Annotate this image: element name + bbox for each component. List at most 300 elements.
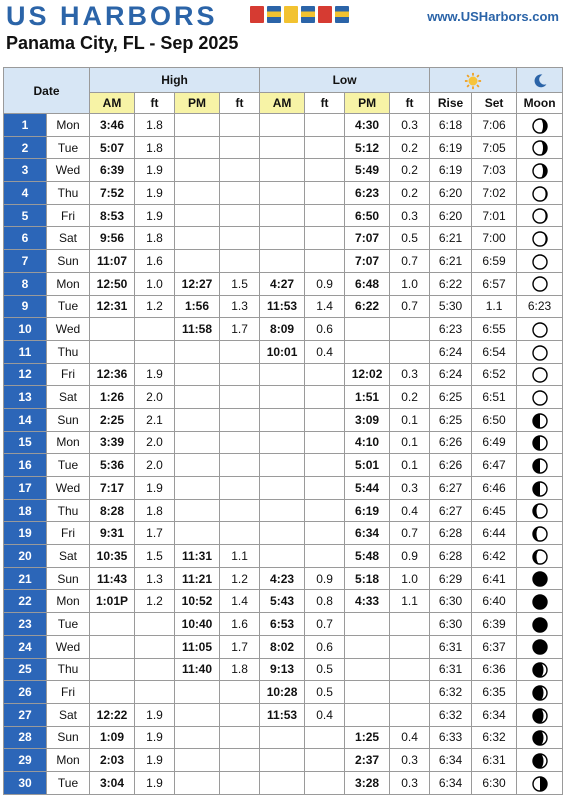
cell-set: 6:47	[472, 454, 517, 477]
table-row	[4, 635, 563, 658]
cell-h-am: 8:53	[90, 204, 135, 227]
cell-h-am: 5:36	[90, 454, 135, 477]
cell-set: 6:40	[472, 590, 517, 613]
cell-l-am-ft: 0.8	[305, 590, 345, 613]
cell-set: 6:55	[472, 318, 517, 341]
cell-set: 7:03	[472, 159, 517, 182]
cell-l-pm: 5:18	[345, 567, 390, 590]
day-number: 2	[4, 136, 47, 159]
cell-h-pm	[175, 726, 220, 749]
tide-rows	[4, 114, 563, 795]
weekday: Sat	[47, 703, 90, 726]
cell-set: 7:02	[472, 182, 517, 205]
cell-h-am-ft: 2.0	[135, 454, 175, 477]
cell-h-pm-ft	[220, 386, 260, 409]
cell-l-pm-ft: 1.0	[390, 567, 430, 590]
signal-flag-icon	[250, 6, 264, 23]
cell-l-pm: 5:49	[345, 159, 390, 182]
moon-phase-icon	[517, 613, 563, 636]
cell-l-am: 10:28	[260, 681, 305, 704]
cell-h-am	[90, 318, 135, 341]
day-number: 28	[4, 726, 47, 749]
weekday: Tue	[47, 295, 90, 318]
cell-l-pm-ft	[390, 318, 430, 341]
cell-h-am-ft: 1.5	[135, 545, 175, 568]
cell-h-pm	[175, 499, 220, 522]
cell-h-am	[90, 681, 135, 704]
day-number: 18	[4, 499, 47, 522]
day-number: 17	[4, 477, 47, 500]
cell-l-pm: 6:19	[345, 499, 390, 522]
cell-l-pm: 5:01	[345, 454, 390, 477]
cell-h-pm	[175, 771, 220, 794]
day-number: 26	[4, 681, 47, 704]
cell-l-am-ft	[305, 726, 345, 749]
cell-h-pm-ft	[220, 749, 260, 772]
cell-h-pm-ft	[220, 771, 260, 794]
cell-h-am	[90, 340, 135, 363]
cell-rise: 6:20	[430, 182, 472, 205]
cell-set: 7:06	[472, 114, 517, 137]
moon-phase-icon	[517, 340, 563, 363]
cell-l-am-ft	[305, 159, 345, 182]
cell-h-am	[90, 658, 135, 681]
header-moon: Moon	[517, 93, 563, 114]
table-row	[4, 363, 563, 386]
cell-l-pm-ft	[390, 703, 430, 726]
cell-rise: 6:22	[430, 272, 472, 295]
cell-h-am: 1:01P	[90, 590, 135, 613]
header-high-am-ft: ft	[135, 93, 175, 114]
cell-rise: 6:32	[430, 703, 472, 726]
day-number: 30	[4, 771, 47, 794]
cell-l-pm-ft: 0.9	[390, 545, 430, 568]
table-row	[4, 477, 563, 500]
cell-h-pm: 11:58	[175, 318, 220, 341]
cell-h-am	[90, 635, 135, 658]
weekday: Mon	[47, 431, 90, 454]
day-number: 19	[4, 522, 47, 545]
day-number: 3	[4, 159, 47, 182]
cell-h-pm: 11:40	[175, 658, 220, 681]
day-number: 23	[4, 613, 47, 636]
cell-h-pm-ft	[220, 431, 260, 454]
cell-h-am: 11:07	[90, 250, 135, 273]
cell-h-pm-ft: 1.7	[220, 635, 260, 658]
moon-phase-icon	[517, 204, 563, 227]
cell-h-pm: 10:40	[175, 613, 220, 636]
signal-flags-icon	[250, 6, 349, 24]
page-title: Panama City, FL - Sep 2025	[6, 33, 239, 53]
cell-set: 6:49	[472, 431, 517, 454]
cell-h-pm: 1:56	[175, 295, 220, 318]
cell-l-am-ft: 0.4	[305, 340, 345, 363]
cell-l-pm-ft: 0.3	[390, 771, 430, 794]
cell-h-am: 3:46	[90, 114, 135, 137]
cell-h-am: 12:31	[90, 295, 135, 318]
cell-h-am: 5:07	[90, 136, 135, 159]
crescent-moon-icon	[517, 68, 563, 93]
weekday: Thu	[47, 340, 90, 363]
cell-h-pm	[175, 204, 220, 227]
cell-h-am: 12:22	[90, 703, 135, 726]
cell-l-pm: 1:25	[345, 726, 390, 749]
table-row	[4, 590, 563, 613]
cell-h-am-ft: 1.2	[135, 295, 175, 318]
cell-h-pm-ft: 1.8	[220, 658, 260, 681]
cell-h-pm-ft: 1.3	[220, 295, 260, 318]
cell-l-am	[260, 204, 305, 227]
cell-h-pm-ft	[220, 477, 260, 500]
day-number: 15	[4, 431, 47, 454]
moon-phase-icon	[517, 159, 563, 182]
cell-rise: 6:26	[430, 454, 472, 477]
day-number: 14	[4, 408, 47, 431]
cell-l-pm-ft: 0.3	[390, 114, 430, 137]
cell-l-am	[260, 726, 305, 749]
cell-l-am	[260, 159, 305, 182]
moon-phase-icon	[517, 182, 563, 205]
cell-l-am: 8:02	[260, 635, 305, 658]
cell-l-pm	[345, 318, 390, 341]
weekday: Fri	[47, 363, 90, 386]
table-row	[4, 340, 563, 363]
cell-h-pm-ft	[220, 454, 260, 477]
cell-h-am-ft	[135, 613, 175, 636]
cell-l-pm: 2:37	[345, 749, 390, 772]
weekday: Sat	[47, 545, 90, 568]
cell-l-pm-ft	[390, 340, 430, 363]
cell-rise: 6:32	[430, 681, 472, 704]
cell-l-am	[260, 114, 305, 137]
cell-h-pm-ft	[220, 227, 260, 250]
day-number: 27	[4, 703, 47, 726]
moon-phase-icon	[517, 567, 563, 590]
signal-flag-icon	[335, 6, 349, 23]
cell-h-pm	[175, 522, 220, 545]
cell-l-am-ft	[305, 771, 345, 794]
day-number: 24	[4, 635, 47, 658]
table-row	[4, 114, 563, 137]
cell-h-pm: 11:21	[175, 567, 220, 590]
cell-h-am-ft: 1.9	[135, 749, 175, 772]
cell-h-pm-ft	[220, 363, 260, 386]
weekday: Fri	[47, 522, 90, 545]
cell-set: 6:30	[472, 771, 517, 794]
cell-l-am: 4:27	[260, 272, 305, 295]
cell-l-am	[260, 386, 305, 409]
table-row	[4, 771, 563, 794]
cell-l-am-ft: 0.6	[305, 318, 345, 341]
cell-l-am: 11:53	[260, 295, 305, 318]
table-row	[4, 499, 563, 522]
cell-set: 6:45	[472, 499, 517, 522]
signal-flag-icon	[267, 6, 281, 23]
cell-l-am-ft	[305, 182, 345, 205]
cell-l-am-ft	[305, 114, 345, 137]
moon-phase-icon	[517, 635, 563, 658]
cell-h-pm: 11:31	[175, 545, 220, 568]
weekday: Tue	[47, 613, 90, 636]
cell-h-am: 9:56	[90, 227, 135, 250]
cell-h-pm-ft	[220, 159, 260, 182]
cell-l-am	[260, 227, 305, 250]
table-row	[4, 703, 563, 726]
cell-h-pm-ft: 1.6	[220, 613, 260, 636]
cell-l-pm-ft: 0.2	[390, 386, 430, 409]
cell-rise: 6:19	[430, 136, 472, 159]
day-number: 16	[4, 454, 47, 477]
cell-set: 6:42	[472, 545, 517, 568]
cell-l-pm-ft: 1.0	[390, 272, 430, 295]
cell-rise: 6:28	[430, 522, 472, 545]
cell-l-pm: 6:48	[345, 272, 390, 295]
cell-h-am: 7:52	[90, 182, 135, 205]
cell-h-am-ft: 1.3	[135, 567, 175, 590]
signal-flag-icon	[318, 6, 332, 23]
header-high-pm: PM	[175, 93, 220, 114]
cell-h-pm	[175, 182, 220, 205]
cell-l-pm: 4:10	[345, 431, 390, 454]
cell-h-pm-ft	[220, 499, 260, 522]
cell-h-am-ft: 2.1	[135, 408, 175, 431]
cell-l-am-ft: 0.9	[305, 567, 345, 590]
cell-set: 6:59	[472, 250, 517, 273]
cell-h-am-ft	[135, 681, 175, 704]
moon-cell: 6:23	[517, 295, 563, 318]
cell-l-am	[260, 363, 305, 386]
cell-l-am	[260, 431, 305, 454]
cell-l-am	[260, 182, 305, 205]
cell-rise: 6:20	[430, 204, 472, 227]
cell-h-pm: 10:52	[175, 590, 220, 613]
cell-h-am: 2:03	[90, 749, 135, 772]
cell-l-pm: 4:30	[345, 114, 390, 137]
cell-l-pm-ft: 0.3	[390, 363, 430, 386]
cell-set: 6:37	[472, 635, 517, 658]
cell-h-am-ft: 1.9	[135, 159, 175, 182]
cell-l-pm-ft: 1.1	[390, 590, 430, 613]
table-row	[4, 386, 563, 409]
day-number: 7	[4, 250, 47, 273]
table-row	[4, 272, 563, 295]
weekday: Sun	[47, 250, 90, 273]
day-number: 5	[4, 204, 47, 227]
cell-h-pm	[175, 681, 220, 704]
cell-l-am	[260, 250, 305, 273]
cell-l-pm-ft	[390, 658, 430, 681]
cell-h-pm	[175, 454, 220, 477]
cell-set: 6:36	[472, 658, 517, 681]
moon-phase-icon	[517, 726, 563, 749]
cell-h-am-ft: 1.8	[135, 227, 175, 250]
weekday: Wed	[47, 318, 90, 341]
cell-rise: 6:34	[430, 749, 472, 772]
cell-h-am: 1:09	[90, 726, 135, 749]
weekday: Fri	[47, 681, 90, 704]
table-row	[4, 136, 563, 159]
cell-h-pm-ft: 1.7	[220, 318, 260, 341]
cell-h-am-ft: 1.8	[135, 499, 175, 522]
moon-phase-icon	[517, 499, 563, 522]
weekday: Thu	[47, 499, 90, 522]
cell-l-pm	[345, 681, 390, 704]
cell-l-am-ft	[305, 136, 345, 159]
cell-h-pm	[175, 227, 220, 250]
cell-h-pm-ft	[220, 681, 260, 704]
cell-h-pm-ft	[220, 522, 260, 545]
day-number: 10	[4, 318, 47, 341]
cell-rise: 6:28	[430, 545, 472, 568]
cell-h-am-ft: 1.9	[135, 703, 175, 726]
sun-icon	[430, 68, 517, 93]
cell-l-am-ft: 0.4	[305, 703, 345, 726]
cell-l-am-ft: 0.5	[305, 658, 345, 681]
table-row	[4, 204, 563, 227]
cell-l-am: 8:09	[260, 318, 305, 341]
moon-phase-icon	[517, 703, 563, 726]
day-number: 20	[4, 545, 47, 568]
cell-l-am: 6:53	[260, 613, 305, 636]
cell-set: 6:39	[472, 613, 517, 636]
cell-h-am-ft: 1.9	[135, 204, 175, 227]
cell-l-am-ft	[305, 454, 345, 477]
moon-phase-icon	[517, 386, 563, 409]
day-number: 4	[4, 182, 47, 205]
cell-l-pm-ft: 0.3	[390, 749, 430, 772]
cell-h-pm-ft	[220, 340, 260, 363]
cell-h-am-ft: 1.8	[135, 136, 175, 159]
cell-l-pm: 6:23	[345, 182, 390, 205]
cell-l-am	[260, 771, 305, 794]
cell-l-am-ft	[305, 363, 345, 386]
cell-h-am: 1:26	[90, 386, 135, 409]
day-number: 13	[4, 386, 47, 409]
cell-l-pm: 12:02	[345, 363, 390, 386]
cell-l-pm-ft: 0.5	[390, 227, 430, 250]
cell-l-pm-ft: 0.1	[390, 454, 430, 477]
cell-rise: 6:34	[430, 771, 472, 794]
cell-l-am-ft	[305, 749, 345, 772]
cell-l-pm	[345, 703, 390, 726]
cell-l-pm: 7:07	[345, 227, 390, 250]
cell-l-pm-ft	[390, 635, 430, 658]
cell-l-am	[260, 136, 305, 159]
day-number: 1	[4, 114, 47, 137]
cell-h-pm	[175, 477, 220, 500]
cell-set: 6:51	[472, 386, 517, 409]
cell-set: 7:01	[472, 204, 517, 227]
cell-h-am	[90, 613, 135, 636]
cell-l-pm-ft	[390, 681, 430, 704]
weekday: Tue	[47, 136, 90, 159]
table-row	[4, 726, 563, 749]
cell-h-am-ft	[135, 658, 175, 681]
cell-l-am-ft: 0.5	[305, 681, 345, 704]
weekday: Sun	[47, 567, 90, 590]
cell-set: 6:52	[472, 363, 517, 386]
cell-rise: 6:30	[430, 590, 472, 613]
cell-h-pm	[175, 340, 220, 363]
cell-set: 6:32	[472, 726, 517, 749]
cell-h-pm-ft	[220, 703, 260, 726]
weekday: Tue	[47, 771, 90, 794]
cell-h-am: 9:31	[90, 522, 135, 545]
cell-l-am: 10:01	[260, 340, 305, 363]
cell-rise: 6:19	[430, 159, 472, 182]
cell-h-am-ft: 1.2	[135, 590, 175, 613]
header-low-pm-ft: ft	[390, 93, 430, 114]
weekday: Wed	[47, 635, 90, 658]
moon-phase-icon	[517, 318, 563, 341]
day-number: 8	[4, 272, 47, 295]
cell-h-pm	[175, 703, 220, 726]
weekday: Tue	[47, 454, 90, 477]
cell-set: 6:31	[472, 749, 517, 772]
cell-l-pm: 5:12	[345, 136, 390, 159]
table-row	[4, 749, 563, 772]
cell-l-am-ft: 0.7	[305, 613, 345, 636]
cell-rise: 6:21	[430, 250, 472, 273]
cell-l-pm: 3:28	[345, 771, 390, 794]
cell-set: 7:05	[472, 136, 517, 159]
weekday: Mon	[47, 590, 90, 613]
cell-l-pm: 6:22	[345, 295, 390, 318]
cell-h-am-ft	[135, 635, 175, 658]
cell-h-am: 6:39	[90, 159, 135, 182]
cell-h-pm: 11:05	[175, 635, 220, 658]
header-low: Low	[260, 68, 430, 93]
moon-phase-icon	[517, 408, 563, 431]
weekday: Sat	[47, 227, 90, 250]
brand-logo: US HARBORS	[6, 1, 218, 31]
moon-phase-icon	[517, 363, 563, 386]
cell-l-pm-ft: 0.7	[390, 522, 430, 545]
weekday: Mon	[47, 114, 90, 137]
weekday: Thu	[47, 658, 90, 681]
cell-h-am-ft: 1.9	[135, 182, 175, 205]
cell-h-pm-ft	[220, 726, 260, 749]
moon-phase-icon	[517, 749, 563, 772]
signal-flag-icon	[284, 6, 298, 23]
cell-set: 1.1	[472, 295, 517, 318]
header-high-am: AM	[90, 93, 135, 114]
cell-l-am	[260, 477, 305, 500]
cell-l-am	[260, 749, 305, 772]
site-url[interactable]: www.USHarbors.com	[427, 9, 559, 24]
cell-h-pm	[175, 363, 220, 386]
cell-h-am-ft	[135, 318, 175, 341]
day-number: 21	[4, 567, 47, 590]
header-high-pm-ft: ft	[220, 93, 260, 114]
cell-h-pm	[175, 114, 220, 137]
cell-h-pm-ft	[220, 408, 260, 431]
moon-phase-icon	[517, 658, 563, 681]
table-row	[4, 658, 563, 681]
cell-l-am	[260, 545, 305, 568]
weekday: Sun	[47, 408, 90, 431]
cell-h-pm	[175, 749, 220, 772]
table-row	[4, 295, 563, 318]
cell-set: 6:44	[472, 522, 517, 545]
weekday: Sun	[47, 726, 90, 749]
weekday: Fri	[47, 204, 90, 227]
cell-l-pm-ft	[390, 613, 430, 636]
table-row	[4, 454, 563, 477]
cell-h-am-ft: 1.7	[135, 522, 175, 545]
cell-l-pm	[345, 613, 390, 636]
moon-phase-icon	[517, 681, 563, 704]
